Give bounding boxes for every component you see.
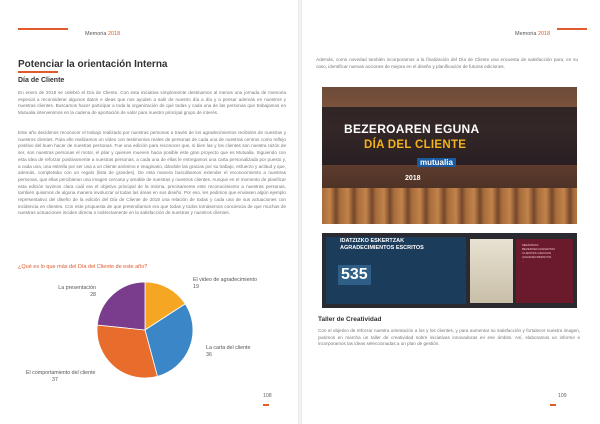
slice-value-carta: 36 (206, 351, 212, 358)
page-number-right: 109 (558, 393, 567, 399)
slice-label-comportamiento-text: El comportamiento del cliente (26, 370, 96, 376)
photo-jars-row (322, 188, 577, 224)
header-accent-bar (18, 28, 68, 30)
slice-label-comportamiento (26, 370, 96, 383)
paragraph-2: Este año decidimos reconocer el trabajo realizado por nuestras personas a través de los agradecimientos recibidos de nuestras y nuestros clientes. Para ello realizamos un vídeo con testimonios reales de personas de cada una de nuestras centros como reflejo positivo del buen hacer de nuestras personas. Fue una edición para reconocer que, si bien las y los clientes son nuestra razón de ser, son nuestras personas el motor, el pilar y quienes mueven hacia posible este gran proyecto que es Mutualia. Siguiendo con esta idea de reforzar positivamente a nuestras personas, a cada una de ellas le entregamos una carta personalizada por puesto y, a cada una, una estrella por ser una a un cliente anónimo e imaginario, dándole las gracias por su trabajo, esfuerzo y actitud y que, además, completaba con un regalo (lista de grandes). De esta manera buscábamos extender el reconocimiento a nuestras personas, que ellas percibieran una imagen cercana y amable de nuestras y nuestros clientes. Aunque en el momento de planificar esta edición tuvimos clara cuál era el objetivo principal de la misma, precisamente este reconocimiento a nuestras personas, también quisimos de alguna manera involucrar al todas las áreas en sus diseño. Por eso, les pedimos que enviasen algún ejemplo representativo del diseño de la edición del Día de Cliente de 2018 una relación de todas y cada una de sus actuaciones con incidencia en clientes. Con este propuesta de que pretendíamos era que todas y todos tomásemos conciencia de que muchas de nuestras actuaciones inciden directa o indirectamente en la satisfacción de nuestras y nuestros clientes. (18, 130, 286, 216)
page-number: 108 (263, 393, 272, 399)
mutualia-logo: mutualia (417, 158, 456, 167)
header-label-right: Memoria (515, 31, 537, 37)
running-header (85, 31, 120, 37)
section-subtitle-right: Taller de Creatividad (318, 316, 382, 323)
event-photo-banner (322, 87, 577, 224)
running-header-right (515, 31, 550, 37)
slice-label-presentacion (48, 285, 96, 298)
page-number-accent-right (550, 404, 556, 406)
workshop-paragraph: Con el objetivo de reforzar nuestra orientación a los y los clientes, y para aumentar su satisfacción y fortalecer nuestra imagen, pusimos en marcha un taller de creatividad sobre iniciativas innovadoras en ese ámbito. Así, elaboramos un informe e incorporamos las ideas seleccionadas a un plan de gestión. (318, 328, 580, 347)
pie-chart (0, 270, 300, 410)
banner-title-spanish: DÍA DEL CLIENTE (364, 139, 467, 151)
section-subtitle: Día de Cliente (18, 77, 65, 84)
banner-title-basque: BEZEROAREN EGUNA (344, 122, 480, 136)
slice-label-carta (206, 345, 250, 358)
intro-paragraph: Además, como novedad también incorporamos a la finalización del Día de Cliente una encuesta de satisfacción para, en su caso, identificar nuevas acciones de mejora en el diseño y planificación de futuras ediciones. (316, 57, 578, 69)
pie-slice-presentacion (97, 282, 145, 330)
slice-value-comportamiento: 37 (52, 376, 58, 383)
chart-question: ¿Qué es lo que más del Día del Cliente de este año? (18, 264, 148, 270)
slice-label-carta-text: La carta del cliente (206, 345, 251, 351)
banner-year: 2018 (405, 175, 421, 182)
page-title: Potenciar la orientación Interna (18, 59, 168, 70)
banner-strip (322, 107, 577, 165)
slice-value-video: 19 (193, 283, 199, 290)
header-label: Memoria (85, 31, 107, 37)
title-underline (18, 71, 58, 73)
header-year-right: 2018 (537, 31, 551, 37)
header-year: 2018 (107, 31, 121, 37)
board-title-spanish: AGRADECIMIENTOS ESCRITOS (340, 245, 424, 251)
board-count: 535 (338, 265, 371, 285)
side-panel-text: MEMORIAS BEZEROEN ESKERTZA CLIENTES GRACIAS AGRADECIMIENTOS ... (522, 243, 556, 263)
board-title-basque: IDATZIZKO ESKERTZAK (340, 238, 405, 244)
paragraph-1: En enero de 2018 se celebró el Día de Cliente. Con esta iniciativa simplemente destinamos al menos una jornada de memoria especial a reconsiderar algunos datos e ideas que nos ayuden a salir de nuestro día a día y a pensar además en nuestros y nuestras clientes. Buscamos hacer participar a toda la organización de qué todas y cada una de las personas que trabajamos en Mutualia intervenimos en la cadena de aportación de valor para nuestro principal grupo de interés. (18, 90, 286, 116)
slice-label-video-text: El video de agradecimiento (193, 277, 257, 283)
slice-value-presentacion: 28 (90, 291, 96, 298)
slice-label-video (193, 277, 257, 290)
header-accent-bar-right (557, 28, 587, 30)
left-page (0, 0, 298, 424)
slice-label-presentacion-text: La presentación (58, 285, 96, 291)
event-photo-board (322, 233, 577, 308)
page-number-accent (263, 404, 269, 406)
heart-artwork (470, 239, 513, 303)
